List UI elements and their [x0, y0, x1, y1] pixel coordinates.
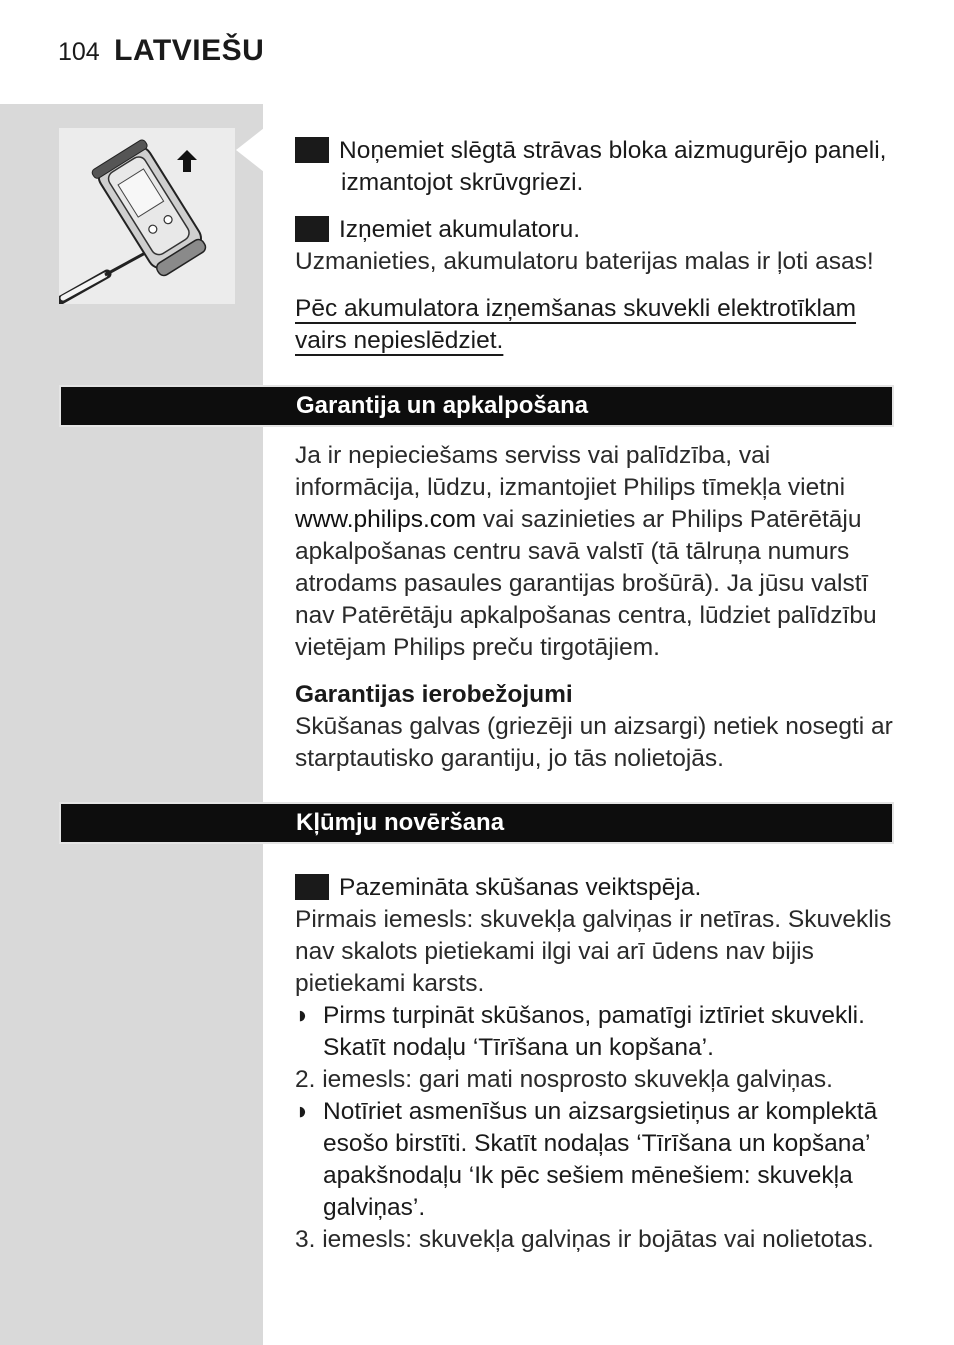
action-1 — [295, 1000, 895, 1064]
battery-warning: Uzmanieties, akumulatoru baterijas malas ir ļoti asas! — [295, 248, 874, 275]
warranty-paragraph — [295, 440, 895, 664]
shaver-screwdriver-illustration — [59, 128, 235, 304]
section-title: Kļūmju novēršana — [296, 809, 505, 836]
warranty-limits-text: Skūšanas galvas (griezēji un aizsargi) netiek nosegti ar starptautisko garantiju, jo tās nolietojās. — [295, 713, 893, 772]
cause-1: Pirmais iemesls: skuvekļa galviņas ir netīras. Skuveklis nav skalots pietiekami ilgi vai arī ūdens nav bijis pietiekami karsts. — [295, 906, 892, 997]
cause-2: 2. iemesls: gari mati nosprosto skuvekļa galviņas. — [295, 1066, 833, 1093]
page-number: 104 — [58, 38, 100, 66]
bullet-icon: ◗ — [295, 1002, 310, 1029]
language-title: LATVIEŠU — [114, 34, 265, 67]
section-heading-warranty — [59, 385, 894, 427]
trouble-step-1-text: Pazemināta skūšanas veiktspēja. — [339, 874, 702, 901]
step-6 — [282, 135, 895, 199]
disposal-notice — [295, 293, 895, 357]
section-title: Garantija un apkalpošana — [296, 392, 589, 419]
bullet-icon: ◗ — [295, 1098, 310, 1125]
warranty-limits-heading: Garantijas ierobežojumi — [295, 681, 573, 708]
philips-website-link[interactable]: www.philips.com — [295, 506, 477, 533]
cause-3: 3. iemesls: skuvekļa galviņas ir bojātas vai nolietotas. — [295, 1226, 874, 1253]
warranty-text-part2: vai sazinieties ar Philips Patērētāju apkalpošanas centru savā valstī (tā tālruņa numurs atrodams pasaules garantijas brošūrā). Ja jūsu valstī nav Patērētāju apkalpošanas centra, lūdziet palīdzību vietējam Philips preču tirgotājiem. — [295, 506, 877, 661]
warranty-text-part1: Ja ir nepieciešams serviss vai palīdzība, vai informācija, lūdzu, izmantojiet Philips tīmekļa vietni — [295, 442, 846, 501]
troubleshooting-body — [282, 872, 895, 1256]
trouble-step-1 — [282, 872, 895, 904]
action-1-text: Pirms turpināt skūšanos, pamatīgi iztīriet skuvekli. Skatīt nodaļu ‘Tīrīšana un kopšana’. — [323, 1002, 865, 1061]
disposal-notice-text: Pēc akumulatora izņemšanas skuvekli elektrotīklam vairs nepieslēdziet. — [295, 295, 857, 354]
action-2-text: Notīriet asmenīšus un aizsargsietiņus ar komplektā esošo birstīti. Skatīt nodaļas ‘Tīrīšana un kopšana’ apakšnodaļu ‘Ik pēc sešiem mēnešiem: skuvekļa galviņas’. — [323, 1098, 878, 1221]
figure-pointer-notch — [236, 128, 264, 172]
step-6-text: Noņemiet slēgtā strāvas bloka aizmugurējo paneli, izmantojot skrūvgriezi. — [339, 137, 887, 196]
section-heading-troubleshooting — [59, 802, 894, 844]
step-number-badge: 6 — [295, 137, 329, 163]
step-7-text: Izņemiet akumulatoru. — [339, 216, 581, 243]
removal-steps — [282, 135, 895, 357]
page-header — [58, 34, 264, 68]
action-2 — [295, 1096, 895, 1224]
shaver-illustration-svg — [59, 128, 235, 304]
step-number-badge: 1 — [295, 874, 329, 900]
warranty-body — [295, 440, 895, 775]
step-number-badge: 7 — [295, 216, 329, 242]
step-7 — [282, 214, 895, 246]
